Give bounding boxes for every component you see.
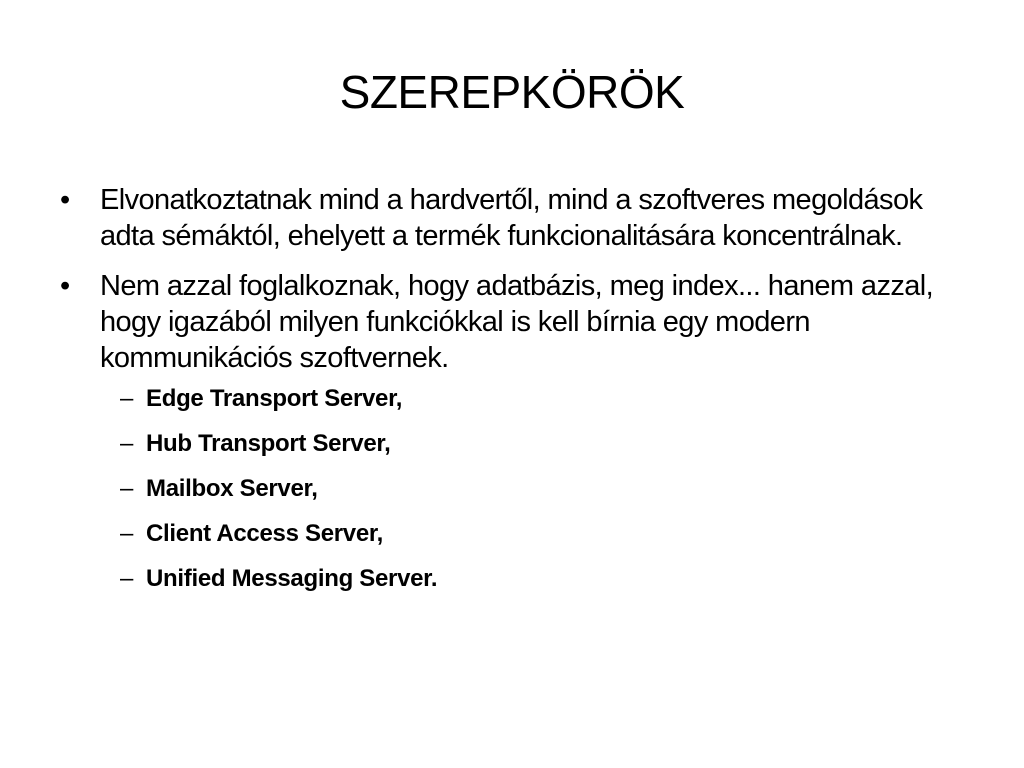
sub-bullet-text: Client Access Server, [146,520,383,547]
sub-bullet-item [98,474,960,504]
dash-marker: – [120,475,134,502]
sub-bullet-item [98,519,960,549]
bullet-marker: • [60,184,70,216]
bullet-text: Nem azzal foglalkoznak, hogy adatbázis, meg index... hanem azzal, hogy igazából milyen funkciókkal is kell bírnia egy modern kommunikációs szoftvernek. [100,270,934,374]
sub-bullet-text: Hub Transport Server, [146,430,391,457]
sub-bullet-item [98,564,960,594]
sub-bullet-text: Edge Transport Server, [146,385,403,412]
bullet-item [60,182,960,254]
dash-marker: – [120,520,134,547]
dash-marker: – [120,565,134,592]
sub-bullet-item [98,429,960,459]
bullet-marker: • [60,270,70,302]
bullet-list [60,182,960,609]
slide-title: SZEREPKÖRÖK [339,66,685,118]
sub-bullet-text: Unified Messaging Server. [146,565,438,592]
sub-bullet-text: Mailbox Server, [146,475,318,502]
dash-marker: – [120,385,134,412]
sub-bullet-item [98,384,960,414]
bullet-item [60,268,960,594]
sub-bullet-list [98,384,960,594]
dash-marker: – [120,430,134,457]
bullet-text: Elvonatkoztatnak mind a hardvertől, mind a szoftveres megoldások adta sémáktól, ehelyett a termék funkcionalitására koncentrálnak. [100,184,923,252]
